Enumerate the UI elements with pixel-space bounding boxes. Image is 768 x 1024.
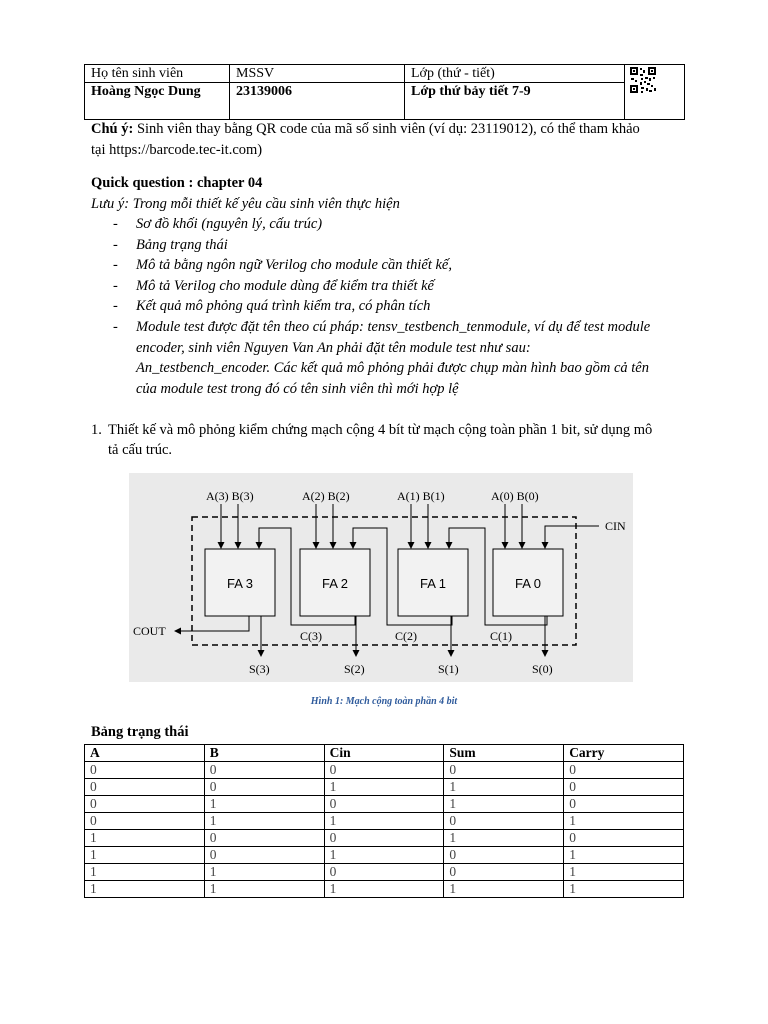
sum-label-2: S(2) xyxy=(344,662,365,676)
fa0-block xyxy=(493,549,563,616)
note-text-1: Sinh viên thay bằng QR code của mã số sinh viên (ví dụ: 23119012), có thể tham khảo xyxy=(133,121,640,137)
adder-diagram xyxy=(129,473,633,682)
truth-table xyxy=(84,744,684,898)
figure-caption: Hình 1: Mạch cộng toàn phần 4 bit xyxy=(310,696,458,707)
list-item-continued: An_testbench_encoder. Các kết quả mô phỏng phải được chụp màn hình bao gồm cả tên xyxy=(136,360,649,376)
reminder-text: Lưu ý: Trong mỗi thiết kế yêu cầu sinh viên thực hiện xyxy=(91,196,400,212)
header-carry: Carry xyxy=(564,745,684,762)
task-number: 1. xyxy=(91,422,102,438)
student-info-table xyxy=(84,64,685,120)
name-label: Họ tên sinh viên xyxy=(85,65,230,83)
table-row: 0 1 0 1 0 xyxy=(85,796,684,813)
carry-label-1: C(1) xyxy=(490,629,512,643)
header-b: B xyxy=(204,745,324,762)
table-row: 1 1 0 0 1 xyxy=(85,864,684,881)
list-item: Kết quả mô phỏng quá trình kiểm tra, có phân tích xyxy=(136,298,431,314)
sum-label-0: S(0) xyxy=(532,662,553,676)
cin-label: CIN xyxy=(605,519,626,533)
input-label-3: A(3) B(3) xyxy=(206,489,254,503)
list-item: Module test được đặt tên theo cú pháp: tensv_testbench_tenmodule, ví dụ để test module xyxy=(136,319,651,335)
input-label-0: A(0) B(0) xyxy=(491,489,539,503)
truth-table-title: Bảng trạng thái xyxy=(91,724,189,740)
qr-code-icon xyxy=(629,66,657,94)
list-item: Mô tả bằng ngôn ngữ Verilog cho module cần thiết kế, xyxy=(136,257,452,273)
sum-label-3: S(3) xyxy=(249,662,270,676)
note-label: Chú ý: xyxy=(91,121,134,137)
class-label: Lớp (thứ - tiết) xyxy=(405,65,625,83)
document-page: Họ tên sinh viên MSSV Lớp (thứ - tiết) Hoàng Ngọc Dung 23139006 Lớp thứ bảy tiết 7-9 Chú ý: Sinh viên thay bằng QR code của mã số sinh viên (ví dụ: 23119012), có thể tham khảo tại https://barcode.tec-it.com) Quick question : chapter 04 Lưu ý: Trong mỗi thiết kế yêu cầu sinh viên thực hiện - Sơ đồ khối (nguyên lý, cấu trúc) - Bảng trạng thái - Mô tả bằng ngôn ngữ Verilog cho module cần thiết kế, - Mô tả Verilog cho module dùng để kiểm tra thiết kế - Kết quả mô phỏng quá trình kiểm tra, có phân tích - Module test được đặt tên theo cú pháp: tensv_testbench_tenmodule, ví dụ để test module encoder, sinh viên Nguyen Van An phải đặt tên module test như sau: An_testbench_encoder. Các kết quả mô phỏng phải được chụp màn hình bao gồm cả tên của module test trong đó có tên sinh viên thì mới hợp lệ 1. Thiết kế và mô phỏng kiểm chứng mạch cộng 4 bít từ mạch cộng toàn phần 1 bit, sử dụng mô tả cấu trúc. FA 3 FA 2 FA 1 FA 0 A(3) B(3) A(2) B(2) A(1) B(1) A(0) B(0) CIN C(1) C(2) C(3) COUT S(3) S(2) S(1) S(0) Hình 1: Mạch cộng toàn phần 4 bit Bảng trạng thái A B Cin Sum Carry 0 0 0 0 0 0 0 1 1 0 0 1 0 1 0 0 1 1 0 1 1 0 0 1 0 1 0 1 0 1 1 1 0 0 1 1 1 1 1 1 xyxy=(0,0,768,1024)
input-label-1: A(1) B(1) xyxy=(397,489,445,503)
fa2-block xyxy=(300,549,370,616)
table-row: 1 0 0 1 0 xyxy=(85,830,684,847)
list-item-continued: encoder, sinh viên Nguyen Van An phải đặt tên module test như sau: xyxy=(136,340,531,356)
header-cin: Cin xyxy=(324,745,444,762)
svg-text:FA 3: FA 3 xyxy=(226,576,254,591)
cout-label: COUT xyxy=(133,624,166,638)
sum-label-1: S(1) xyxy=(438,662,459,676)
carry-label-3: C(3) xyxy=(300,629,322,643)
input-label-2: A(2) B(2) xyxy=(302,489,350,503)
class-info: Lớp thứ bảy tiết 7-9 xyxy=(405,83,625,120)
table-row: 1 1 1 1 1 xyxy=(85,881,684,898)
list-item: Bảng trạng thái xyxy=(136,237,228,253)
task-line-2: tả cấu trúc. xyxy=(108,442,173,458)
quick-question-heading: Quick question : chapter 04 xyxy=(91,175,263,191)
note-line-2: tại https://barcode.tec-it.com) xyxy=(91,142,263,158)
task-line-1: Thiết kế và mô phỏng kiểm chứng mạch cộng 4 bít từ mạch cộng toàn phần 1 bit, sử dụng mô xyxy=(108,422,653,438)
carry-label-2: C(2) xyxy=(395,629,417,643)
table-row: 0 0 1 1 0 xyxy=(85,779,684,796)
list-item: Mô tả Verilog cho module dùng để kiểm tra thiết kế xyxy=(136,278,434,294)
note-line-1 xyxy=(91,119,640,140)
student-name: Hoàng Ngọc Dung xyxy=(85,83,230,120)
svg-text:FA 1: FA 1 xyxy=(419,576,447,591)
table-row: 1 0 1 0 1 xyxy=(85,847,684,864)
fa1-block xyxy=(398,549,468,616)
header-a: A xyxy=(85,745,205,762)
list-item: Sơ đồ khối (nguyên lý, cấu trúc) xyxy=(136,216,323,232)
svg-text:FA 0: FA 0 xyxy=(514,576,542,591)
id-label: MSSV xyxy=(230,65,405,83)
svg-text:FA 2: FA 2 xyxy=(321,576,349,591)
fa3-block xyxy=(205,549,275,616)
table-row: 0 0 0 0 0 xyxy=(85,762,684,779)
table-row: 0 1 1 0 1 xyxy=(85,813,684,830)
table-header-row xyxy=(85,745,684,762)
list-item-continued: của module test trong đó có tên sinh viên thì mới hợp lệ xyxy=(136,381,459,397)
header-sum: Sum xyxy=(444,745,564,762)
student-id: 23139006 xyxy=(230,83,405,120)
